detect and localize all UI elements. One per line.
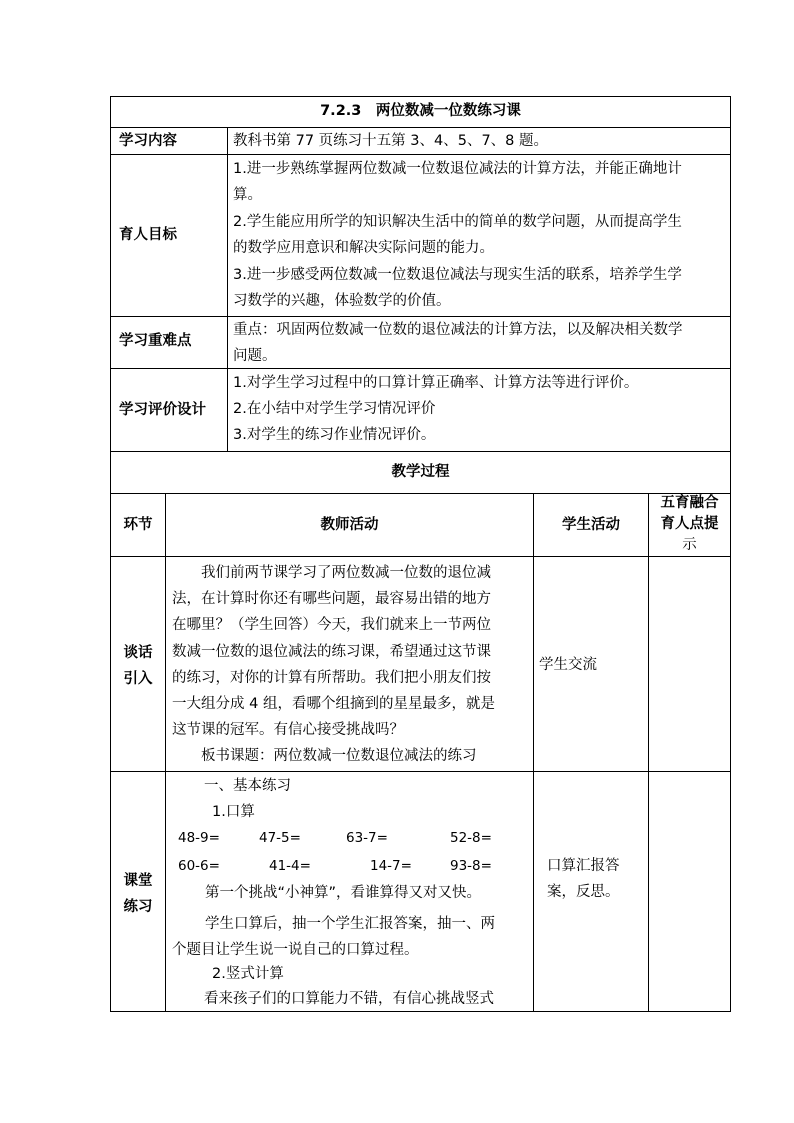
oral-item: 47-5= bbox=[259, 830, 301, 846]
intro-student-activity: 学生交流 bbox=[539, 657, 597, 673]
row-divider-content bbox=[110, 154, 731, 155]
intro-line: 数减一位数的退位减法的练习课，希望通过这节课 bbox=[172, 643, 491, 660]
tips-header-line: 示 bbox=[682, 537, 697, 553]
goals-line: 3.进一步感受两位数减一位数退位减法与现实生活的联系，培养学生学 bbox=[233, 267, 682, 283]
keypoints-label: 学习重难点 bbox=[119, 333, 192, 349]
goals-text bbox=[233, 157, 682, 313]
practice-line: 第一个挑战“小神算”，看谁算得又对又快。 bbox=[205, 885, 482, 901]
intro-line: 这节课的冠军。有信心接受挑战吗？ bbox=[172, 722, 404, 739]
tips-header-line: 育人点提 bbox=[660, 516, 719, 532]
practice-last-line: 看来孩子们的口算能力不错，有信心挑战竖式 bbox=[204, 991, 494, 1007]
process-heading: 教学过程 bbox=[391, 464, 450, 480]
practice-student-line: 案，反思。 bbox=[547, 884, 620, 900]
row-divider-goals bbox=[110, 316, 731, 317]
practice-student-line: 口算汇报答 bbox=[547, 858, 620, 874]
oral-item: 52-8= bbox=[450, 830, 492, 846]
practice-sub-vertical: 2.竖式计算 bbox=[212, 966, 284, 982]
oral-item: 48-9= bbox=[178, 830, 220, 846]
intro-stage-line: 谈话 bbox=[123, 645, 153, 661]
practice-line: 个题目让学生说一说自己的口算过程。 bbox=[172, 942, 419, 958]
tips-header-line: 五育融合 bbox=[660, 495, 719, 511]
oral-item: 63-7= bbox=[346, 830, 388, 846]
goals-label: 育人目标 bbox=[119, 227, 177, 243]
table-border-top bbox=[110, 96, 731, 97]
practice-line: 学生口算后，抽一个学生汇报答案，抽一、两 bbox=[205, 916, 495, 932]
evaluation-label: 学习评价设计 bbox=[119, 402, 206, 418]
table-border-bottom bbox=[110, 1011, 731, 1012]
label-column-divider bbox=[227, 127, 228, 452]
row-divider-intro bbox=[110, 771, 731, 772]
goals-line: 习数学的兴趣，体验数学的价值。 bbox=[233, 293, 451, 309]
keypoints-line: 问题。 bbox=[233, 348, 277, 364]
column-header-stage: 环节 bbox=[123, 517, 153, 533]
row-divider-keypoints bbox=[110, 368, 731, 369]
goals-line: 1.进一步熟练掌握两位数减一位数退位减法的计算方法，并能正确地计 bbox=[233, 161, 682, 177]
content-label: 学习内容 bbox=[119, 133, 177, 149]
table-border-right bbox=[730, 96, 731, 1012]
intro-teacher-activity bbox=[172, 560, 495, 770]
practice-student-activity bbox=[547, 853, 620, 905]
row-divider-evaluation bbox=[110, 451, 731, 452]
goals-line: 的数学应用意识和解决实际问题的能力。 bbox=[233, 240, 494, 256]
practice-sub-oral: 1.口算 bbox=[212, 804, 255, 820]
practice-stage bbox=[110, 868, 166, 920]
oral-item: 14-7= bbox=[370, 858, 412, 874]
evaluation-line: 2.在小结中对学生学习情况评价 bbox=[233, 401, 436, 417]
tips-column-divider bbox=[648, 493, 649, 1012]
goals-line: 2.学生能应用所学的知识解决生活中的简单的数学问题，从而提高学生 bbox=[233, 214, 682, 230]
page-title: 7.2.3 两位数减一位数练习课 bbox=[320, 103, 521, 119]
content-text: 教科书第 77 页练习十五第 3、4、5、7、8 题。 bbox=[233, 133, 549, 149]
evaluation-text bbox=[233, 371, 638, 447]
keypoints-text bbox=[233, 318, 683, 368]
student-column-divider bbox=[533, 493, 534, 1012]
intro-line: 一大组分成 4 组，看哪个组摘到的星星最多，就是 bbox=[172, 696, 495, 713]
intro-stage bbox=[110, 640, 166, 692]
row-divider-columns bbox=[110, 556, 731, 557]
practice-stage-line: 课堂 bbox=[123, 873, 153, 889]
column-header-student: 学生活动 bbox=[562, 517, 620, 533]
row-divider-process-heading bbox=[110, 493, 731, 494]
practice-stage-line: 练习 bbox=[123, 899, 153, 915]
evaluation-line: 1.对学生学习过程中的口算计算正确率、计算方法等进行评价。 bbox=[233, 375, 639, 391]
practice-section-title: 一、基本练习 bbox=[204, 778, 291, 794]
intro-line: 的练习，对你的计算有所帮助。我们把小朋友们按 bbox=[172, 669, 491, 686]
keypoints-line: 重点：巩固两位数减一位数的退位减法的计算方法，以及解决相关数学 bbox=[233, 322, 683, 338]
column-header-teacher: 教师活动 bbox=[320, 517, 379, 533]
intro-line: 在哪里？（学生回答）今天，我们就来上一节两位 bbox=[172, 617, 491, 634]
row-divider-title bbox=[110, 127, 731, 128]
practice-teacher-activity bbox=[172, 880, 495, 963]
oral-item: 41-4= bbox=[269, 858, 311, 874]
oral-item: 60-6= bbox=[178, 858, 220, 874]
intro-stage-line: 引入 bbox=[123, 671, 153, 687]
evaluation-line: 3.对学生的练习作业情况评价。 bbox=[233, 427, 436, 443]
oral-item: 93-8= bbox=[450, 858, 492, 874]
intro-line: 法，在计算时你还有哪些问题，最容易出错的地方 bbox=[172, 591, 491, 608]
intro-line: 我们前两节课学习了两位数减一位数的退位减 bbox=[201, 565, 491, 581]
column-header-tips bbox=[649, 493, 730, 556]
stage-column-divider bbox=[165, 493, 166, 1012]
goals-line: 算。 bbox=[233, 187, 262, 203]
intro-line: 板书课题：两位数减一位数退位减法的练习 bbox=[201, 748, 477, 765]
